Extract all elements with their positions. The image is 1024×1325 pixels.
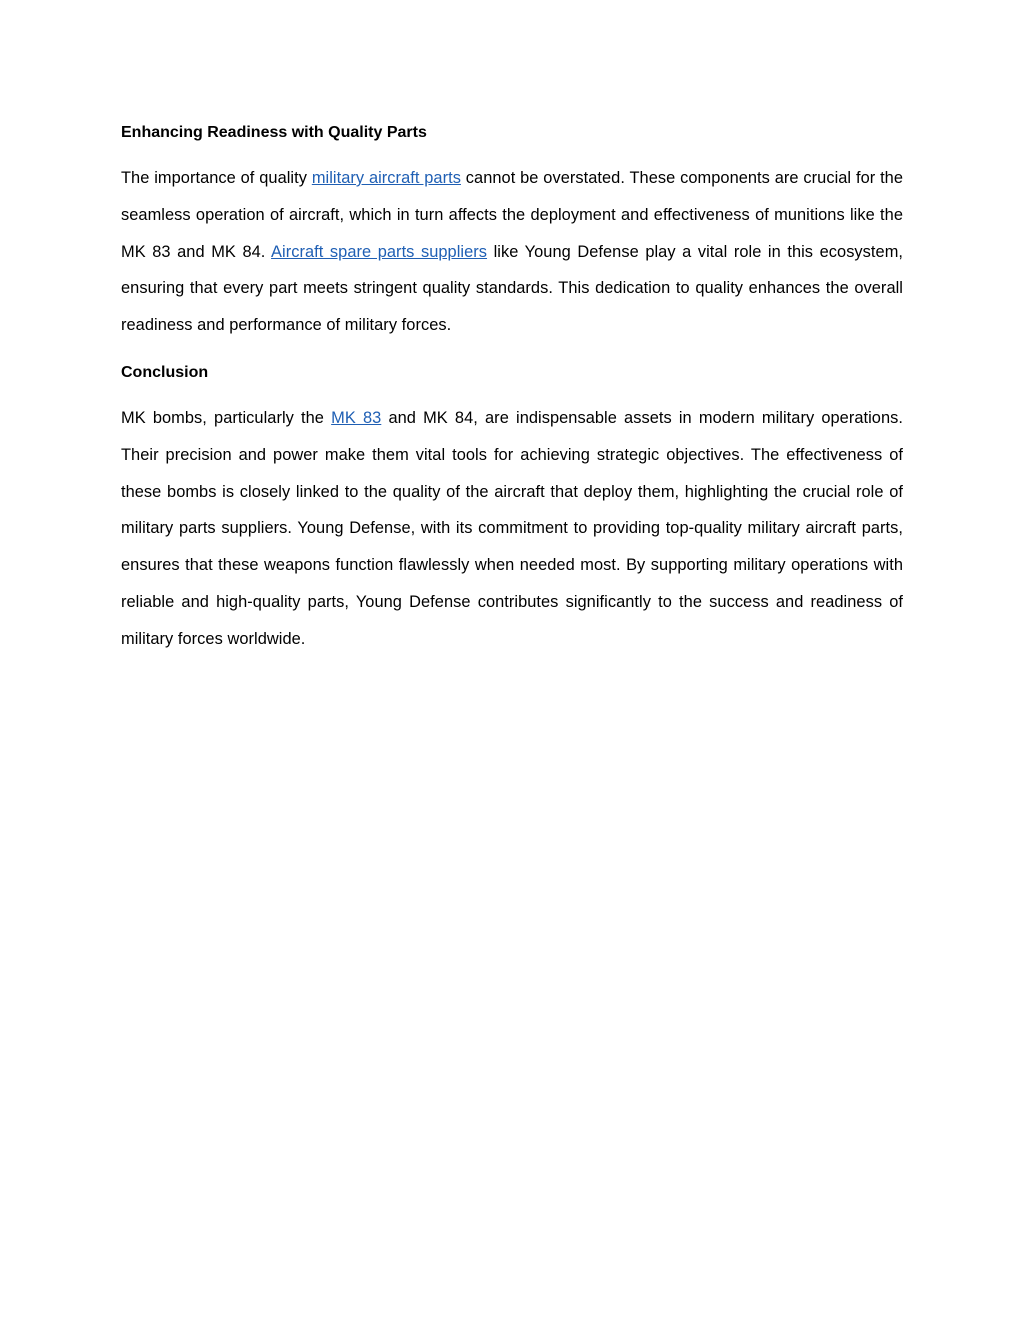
link-aircraft-spare-parts-suppliers[interactable]: Aircraft spare parts suppliers [271, 242, 488, 261]
paragraph-readiness [121, 160, 903, 344]
section-heading-readiness: Enhancing Readiness with Quality Parts [121, 124, 427, 141]
paragraph-text: and MK 84, are indispensable assets in modern military operations. Their precision and power make them vital tools for achieving strategic objectives. The effectiveness of these bombs is closely linked to the quality of the aircraft that deploy them, highlighting the crucial role of military parts suppliers. Young Defense, with its commitment to providing top-quality military aircraft parts, ensures that these weapons function flawlessly when needed most. By supporting military operations with reliable and high-quality parts, Young Defense contributes significantly to the success and readiness of military forces worldwide. [121, 408, 903, 648]
link-military-aircraft-parts[interactable]: military aircraft parts [311, 169, 461, 187]
document-page [121, 118, 903, 668]
paragraph-text: cannot be overstated. These components are crucial for the seamless operation of aircraft, which in turn affects the deployment and effectiveness of munitions like the MK 83 and MK 84. [121, 169, 904, 261]
paragraph-conclusion [121, 400, 903, 658]
paragraph-text: MK bombs, particularly the [121, 408, 332, 427]
paragraph-text: The importance of quality [121, 169, 312, 187]
section-heading-conclusion: Conclusion [121, 363, 209, 381]
paragraph-text: like Young Defense play a vital role in this ecosystem, ensuring that every part meets stringent quality standards. This dedication to quality enhances the overall readiness and performance of military forces. [121, 242, 904, 335]
link-mk-83[interactable]: MK 83 [331, 408, 382, 427]
